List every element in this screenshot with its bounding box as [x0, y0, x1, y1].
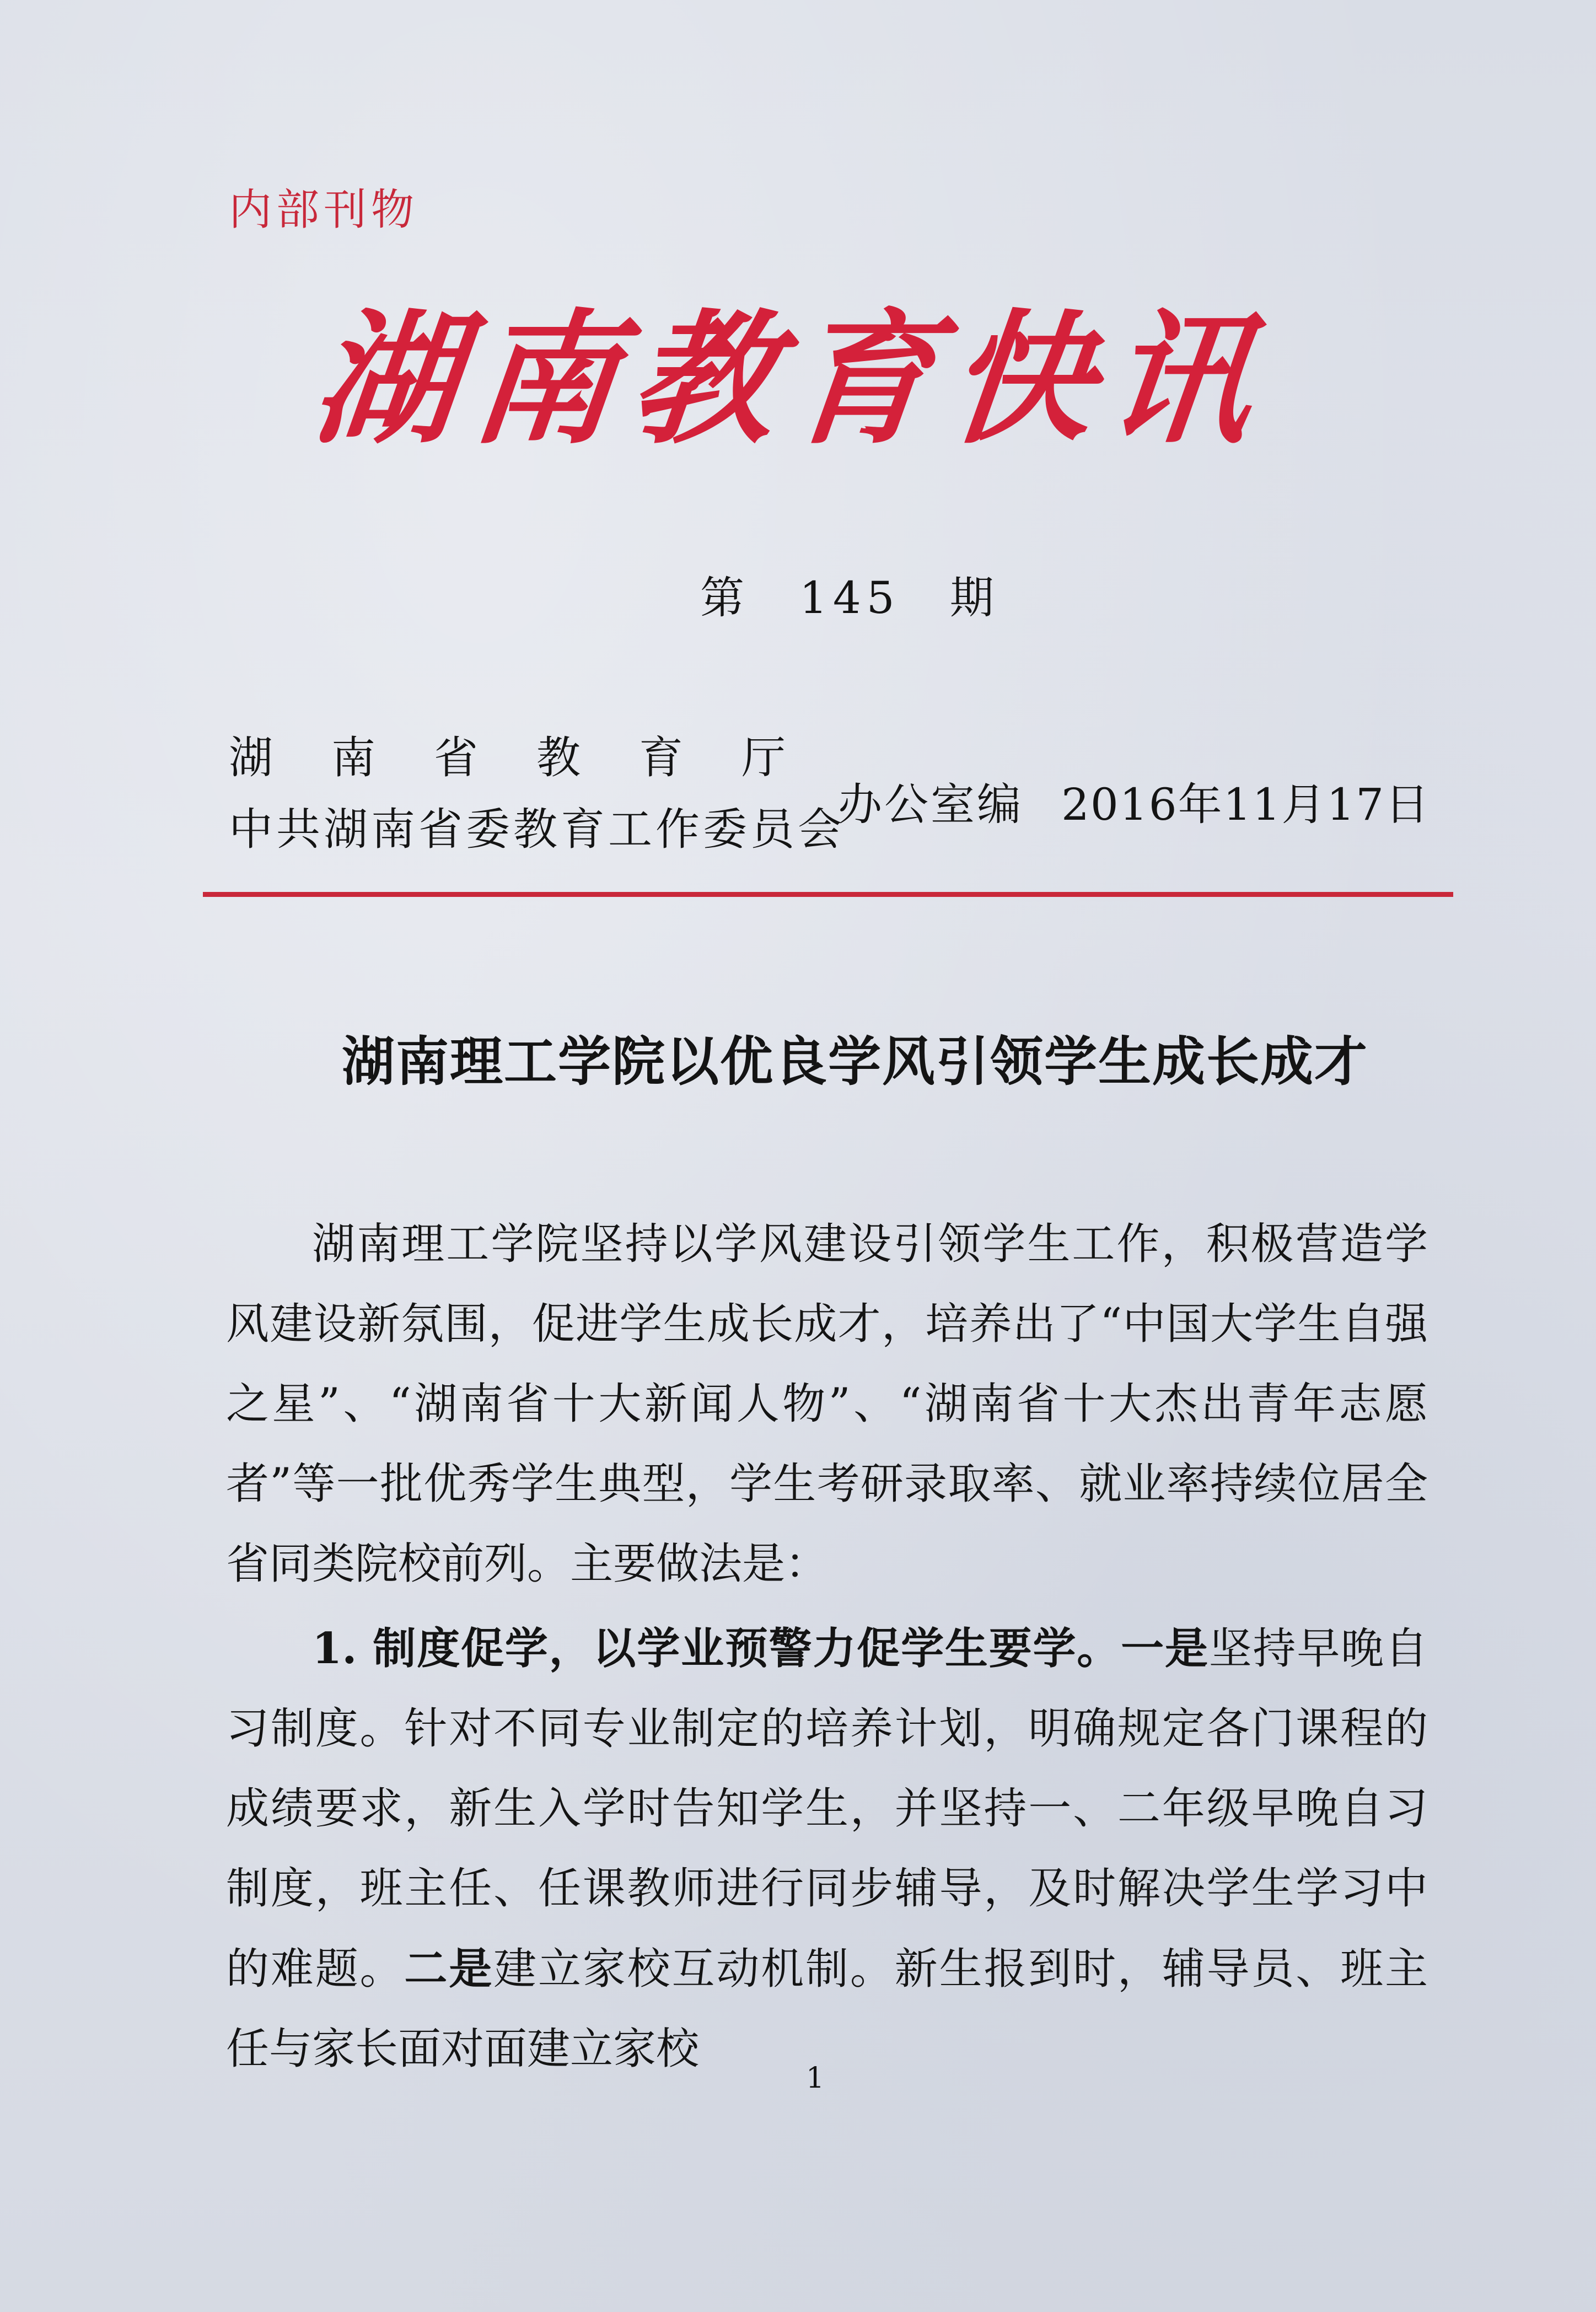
- section-text-first: 坚持早晚自习制度。针对不同专业制定的培养计划，明确规定各门课程的成绩要求，新生入学时告知学生，并坚持一、二年级早晚自习制度，班主任、任课教师进行同步辅导，及时解决学生学习中的难题。: [226, 1624, 1428, 1994]
- header-divider-rule: [203, 892, 1453, 897]
- publisher-organizations: [229, 722, 845, 865]
- publish-date: 2016年11月17日: [1061, 779, 1431, 830]
- org-party-committee: 中共湖南省委教育工作委员会: [229, 804, 845, 855]
- article-body: [226, 1205, 1428, 2089]
- section-text-second: 建立家校互动机制。新生报到时，辅导员、班主任与家长面对面建立家校: [226, 1944, 1428, 2074]
- article-paragraph-intro: 湖南理工学院坚持以学风建设引领学生工作，积极营造学风建设新氛围，促进学生成长成才，培养出了“中国大学生自强之星”、“湖南省十大新闻人物”、“湖南省十大杰出青年志愿者”等一批优秀学生典型，学生考研录取率、就业率持续位居全省同类院校前列。主要做法是：: [226, 1219, 1428, 1589]
- article-paragraph-section1: [226, 1609, 1428, 2089]
- office-editor: 办公室编: [838, 779, 1023, 830]
- point-marker-second: 二是: [404, 1944, 494, 1994]
- point-marker-first: 一是: [1121, 1623, 1209, 1674]
- section-heading: 1. 制度促学，以学业预警力促学生要学。: [312, 1623, 1121, 1674]
- article-title: 湖南理工学院以优良学风引领学生成长成才: [342, 1030, 1368, 1093]
- internal-publication-label: 内部刊物: [229, 185, 419, 235]
- org-education-department: 湖南省教育厅: [229, 732, 844, 783]
- issue-number: 第 145 期: [700, 572, 999, 623]
- masthead-title: 湖南教育快讯: [305, 297, 1276, 464]
- page-number: 1: [806, 2062, 825, 2095]
